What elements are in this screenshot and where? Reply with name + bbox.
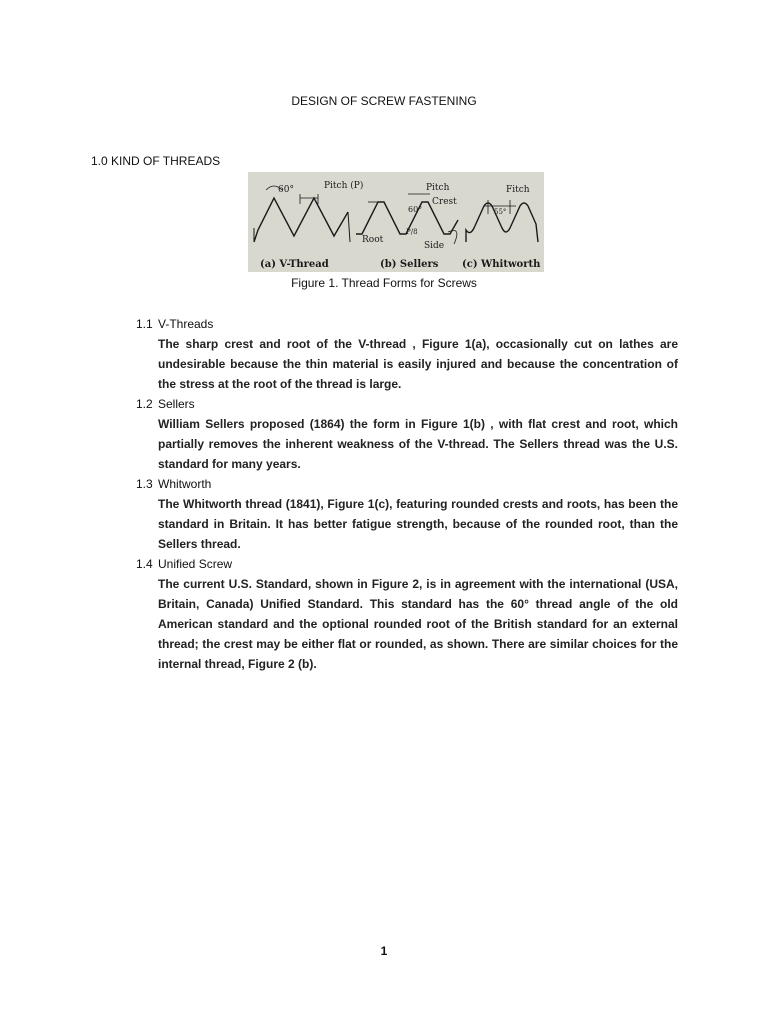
section-v-threads [136, 314, 678, 394]
whitworth-pitch-label: Fitch [506, 185, 530, 195]
section-unified-screw [136, 554, 678, 674]
page-number: 1 [380, 944, 388, 958]
section-body: The current U.S. Standard, shown in Figure 2, is in agreement with the international (USA, Britain, Canada) Unified Standard. This standard has the 60° thread angle of the old American standard and the optional rounded root of the British standard for an external thread; the crest may be either flat or rounded, as shown. There are similar choices for the internal thread, Figure 2 (b). [158, 577, 678, 671]
section-header [136, 394, 678, 414]
section-number: 1.2 [136, 397, 153, 411]
v-thread-caption: (a) V-Thread [260, 259, 329, 270]
thread-forms-figure [248, 172, 544, 272]
sellers-root-label: Root [362, 235, 384, 245]
section-number: 1.3 [136, 477, 153, 491]
section-number: 1.1 [136, 317, 153, 331]
page-title: DESIGN OF SCREW FASTENING [291, 94, 477, 108]
section-sellers [136, 394, 678, 474]
whitworth-angle-label: 55° [494, 208, 507, 216]
section-header [136, 314, 678, 334]
section-whitworth [136, 474, 678, 554]
whitworth-caption: (c) Whitworth [462, 259, 541, 270]
thread-forms-illustration [248, 172, 544, 272]
v-thread-profile [254, 198, 348, 242]
section-title: Sellers [158, 397, 195, 411]
sellers-crest-label: Crest [432, 197, 457, 207]
section-title: Unified Screw [158, 557, 233, 571]
section-body: The Whitworth thread (1841), Figure 1(c), featuring rounded crests and roots, has been the standard in Britain. It has better fatigue strength, because of the rounded root, than the Sellers thread. [158, 497, 678, 551]
sellers-side-label: Side [424, 241, 445, 251]
section-body: William Sellers proposed (1864) the form in Figure 1(b) , with flat crest and root, which partially removes the inherent weakness of the V-thread. The Sellers thread was the U.S. standard for many years. [158, 417, 678, 471]
sellers-angle-label: 60° [408, 205, 423, 214]
sellers-caption: (b) Sellers [380, 259, 439, 270]
section-title: V-Threads [158, 317, 214, 331]
sellers-fraction-label: P/8 [406, 228, 418, 236]
section-header [136, 554, 678, 574]
v-thread-pitch-label: Pitch (P) [324, 181, 364, 191]
figure-caption: Figure 1. Thread Forms for Screws [291, 276, 477, 290]
section-number: 1.4 [136, 557, 153, 571]
v-thread-angle-label: 60° [278, 185, 294, 195]
section-title: Whitworth [158, 477, 212, 491]
section-heading: 1.0 KIND OF THREADS [91, 154, 221, 168]
section-body: The sharp crest and root of the V-thread , Figure 1(a), occasionally cut on lathes are undesirable because the thin material is easily injured and because the concentration of the stress at the root of the thread is large. [158, 337, 678, 391]
sellers-pitch-label: Pitch [426, 183, 450, 193]
section-header [136, 474, 678, 494]
